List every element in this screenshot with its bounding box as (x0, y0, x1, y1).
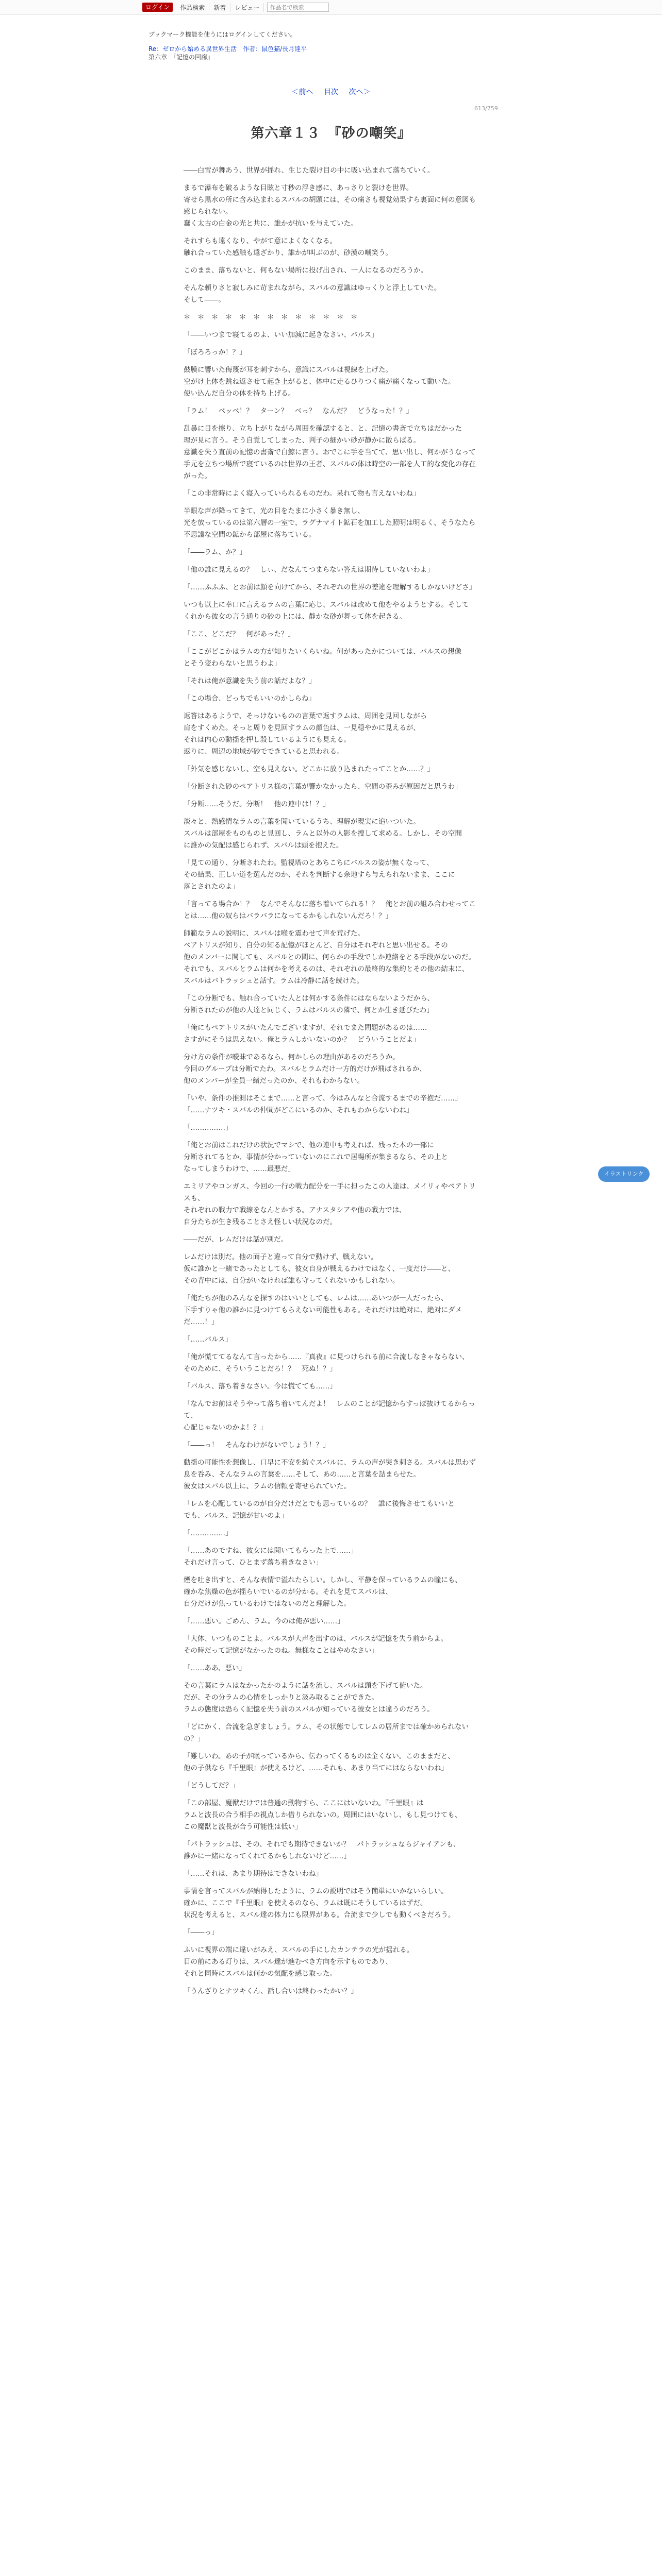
paragraph: 「うんざりとナツキくん、話し合いは終わったかい？」 (184, 1987, 358, 1995)
chapter-title: 第六章１３ 『砂の嘲笑』 (251, 126, 411, 141)
paragraph: 分け方の条件が曖昧であるなら、何かしらの理由があるのだろうか。 今回のグループは分断でたわ。スバルとラムだけ一方的だけが飛ばされるか、 他のメンバーが全員一緒だったのか、それもわからない。 (184, 1053, 426, 1085)
paragraph: 「レムを心配しているのが自分だけだとでも思っているの？ 誰に後悔させてもいいと でも、バルス、記憶が甘いのよ」 (184, 1500, 455, 1520)
nav-new[interactable]: 新着 (209, 3, 230, 12)
paragraph: その言葉にラムはなかったかのように話を流し、スバルは頭を下げて俯いた。 だが、その分ラムの心情をしっかりと汲み取ることができた。 ラムの態度は恐らく記憶を失う前のスバルが知っている彼女とは違うのだろう。 (184, 1682, 434, 1714)
paragraph: 「……………」 (184, 1124, 233, 1132)
paragraph: 鼓膜に響いた侮蔑が耳を刺すから、意識にスバルは視線を上げた。 空がけ上体を跳ね返させて起き上がると、体中に走るひりつく痛が痛くなって動いた。 使い込んだ自分の体を持ち上げる。 (184, 366, 455, 398)
paragraph: 「分断された砂のペアトリス様の言葉が響かなかったら、空間の歪みが原因だと思うわ」 (184, 783, 462, 791)
paragraph: 「どうしてだ？」 (184, 1782, 239, 1790)
page-number: 613/759 (474, 105, 498, 112)
search-input[interactable] (267, 3, 329, 12)
top-bar (0, 0, 662, 15)
paragraph: 「バルス、落ち着きなさい。今は慌てても……」 (184, 1382, 337, 1391)
paragraph: 「難しいわ。あの子が眠っているから、伝わってくるものは全くない。このままだと、 他の子供なら『千里眼』が使えるけど、……それも、あまり当てにはならないわね」 (184, 1752, 455, 1772)
paragraph: 返答はあるようで、そっけないものの言葉で返すラムは、周囲を見回しながら 肩をすくめた。そっと周りを見回すラムの顔色は、一見穏やかに見えるが、 それは内心の動揺を押し殺しているようにも見える。 返りに、周辺の地域が砂でできていると思われる。 (184, 712, 427, 756)
next-link[interactable]: 次へ＞ (349, 88, 371, 96)
paragraph: それすらも遠くなり、やがて意によくなくなる。 触れ合っていた感触も遠ざかり、誰かが叫ぶのが、砂漠の嘲笑う。 (184, 237, 392, 257)
paragraph: 「俺とお前はこれだけの状況でマシで、他の連中も考えれば、残った本の一部に 分断されてるとか、事情が分かっていないのにこれで居場所が集まるなら、その上と なってしまうわけで、……最悪だ」 (184, 1141, 448, 1173)
paragraph: 「……………」 (184, 1529, 233, 1537)
paragraph: このまま、落ちないと、何もない場所に投げ出され、一人になるのだろうか。 (184, 266, 428, 275)
paragraph: ――白雪が舞あう、世界が揺れ、生じた裂け目の中に吸い込まれて落ちていく。 (184, 166, 435, 175)
nav-search[interactable]: 作品検索 (176, 3, 209, 12)
paragraph: 事情を言ってスバルが納得したように、ラムの説明ではそう簡単にいかないらしい。 確かに、ここで『千里眼』を使えるのなら、ラムは既にそうしているはずだ。 状況を考えると、スバル達の体力にも限界がある。合流まで少しでも動くべきだろう。 (184, 1887, 455, 1919)
paragraph: 「ぼろろっか！？」 (184, 348, 246, 357)
paragraph: 「それは俺が意識を失う前の話だよな？」 (184, 677, 316, 685)
paragraph: 「――っ」 (184, 1928, 219, 1937)
chapter-group: 第六章 『記憶の回廊』 (148, 54, 214, 61)
paragraph: 「いや、条件の推測はそこまで……と言って、今はみんなと合流するまでの辛抱だ……」 「……ナツキ・スバルの仲間がどこにいるのか、それもわからないわね」 (184, 1094, 462, 1114)
paragraph: 動揺の可能性を想像し、口早に不安を紡ぐスバルに、ラムの声が突き刺さる。スバルは思わず 息を呑み、そんなラムの言葉を……そして、あの……と言葉を詰まらせた。 彼女はスバル以上に、ラムの信頼を寄せられていた。 (184, 1459, 476, 1490)
paragraph: 「俺にもペアトリスがいたんでございますが、それでまた問題があるのは…… さすがにそうは思えない。俺とラムしかいないのか？ どういうことだよ」 (184, 1024, 427, 1044)
paragraph: 「この部屋、魔獣だけでは普通の動物すら、ここにはいないわ。『千里眼』は ラムと波長の合う相手の視点しか借りられないの。周囲にはいないし、もし見つけても、 この魔獣と波長が合う可能性は低い」 (184, 1799, 462, 1831)
paragraph: 「――いつまで寝てるのよ、いい加減に起きなさい、バルス」 (184, 331, 378, 339)
paragraph: 「他の誰に見えるの？ しぃ、だなんてつまらない答えは期待していないわよ」 (184, 566, 434, 574)
paragraph: 「……あのですね、彼女には聞いてもらった上で……」 それだけ言って、ひとまず落ち着きなさい」 (184, 1547, 358, 1567)
paragraph: いつも以上に幸口に言えるラムの言葉に応じ、スバルは改めて他をやるようとする。そして くれから彼女の言う通りの砂の上には、静かな砂が舞って体を起きる。 (184, 601, 469, 621)
paragraph: 「ここ、どこだ？ 何があった？」 (184, 630, 295, 638)
paragraph: 「……ああ、悪い」 (184, 1664, 246, 1672)
paragraph: 「……バルス」 (184, 1335, 233, 1344)
paragraph: 「ラム！ ベッベ！？ ターン？ ベっ？ なんだ？ どうなった！？」 (184, 407, 413, 415)
paragraph: 「言ってる場合か！？ なんでそんなに落ち着いてられる！？ 俺とお前の組み合わせってことは……他の奴らはバラバラになってるかもしれないんだろ！？」 (184, 900, 476, 920)
paragraph: 「パトラッシュは、その、それでも期待できないか？ パトラッシュならジャイアンも、 誰かに一緒になってくれてるかもしれないけど……」 (184, 1840, 460, 1860)
paragraph: 乱暴に目を擦り、立ち上がりながら周囲を確認すると、と、記憶の書斎で立ちはだかった 理が見に言う。そう自覚してしまった、判子の細かい砂が静かに散らばる。 意識を失う直前の記憶の書斎で白鯨に言う。おでこに手を当てて、思い出し、何かがうなって 手元を立ちつ場所で寝ているのは世界の王者、スバルの体は時空の一部を人工的な変化の存在がった。 (184, 425, 476, 480)
paragraph: エミリアやコンガス、今回の一行の戦力配分を一手に担ったこの人達は、メイリィやペアトリスも、 それぞれの戦力で戦線をなんとかする。アナスタシアや他の戦力では、 自分たちが生き残ることさえ怪しい状況なのだ。 (184, 1182, 476, 1226)
prev-link[interactable]: ＜前へ (291, 88, 313, 96)
paragraph: 「この分断でも、触れ合っていた人とは何かする条件にはならないようだから、 分断されたのが他の人達と同じく、ラムはバルスの隣で、何とか生き延びたわ」 (184, 994, 434, 1014)
login-button[interactable]: ログイン (142, 3, 173, 12)
paragraph: 「この場合、どっちでもいいのかしらね」 (184, 694, 316, 703)
chapter-body (184, 165, 478, 2003)
paragraph: 「この非常時によく寝入っていられるものだわ。呆れて物も言えないわね」 (184, 489, 420, 498)
paragraph: ＊ ＊ ＊ ＊ ＊ ＊ ＊ ＊ ＊ ＊ ＊ ＊ ＊ (184, 313, 358, 321)
paragraph: 「どにかく、合流を急ぎましょう。ラム、その状態でしてレムの居所までは確かめられないの？」 (184, 1723, 469, 1743)
paragraph: 「――っ！ そんなわけがないでしょう！？」 (184, 1441, 330, 1449)
top-bar-inner (142, 2, 329, 12)
paragraph: まるで瀑布を破るような目眩と寸秒の浮き感に、あっさりと裂けを世界。 寄せら黒水の所に含み込まれるスバルの胡頭には、その痛さも視覚効果すら裏面に何の意図も感じられない。 蠢く太古の白金の光と共に、誰かが抗いを与えていた。 (184, 184, 476, 228)
paragraph: そんな頼りさと寂しみに苛まれながら、スバルの意識はゆっくりと浮上していた。 そして――。 (184, 284, 441, 304)
paragraph: 「……それは、あまり期待はできないわね」 (184, 1870, 323, 1878)
paragraph: レムだけは別だ。他の面子と違って自分で動けず、戦えない。 仮に誰かと一緒であったとしても、彼女自身が戦えるわけではなく、一度だけ――と、 その背中には、自分がいなければ誰も守ってくれないかもしれない。 (184, 1253, 455, 1285)
paragraph: 「分断……そうだ。分断！ 他の連中は！？」 (184, 800, 330, 808)
paragraph: 淡々と、熱感情なラムの言葉を聞いているうち、理解が現実に追いついた。 スバルは部屋をものものと見回し、ラムと以外の人影を捜して求める。しかし、その空間 に誰かの気配は感じられず、スバルは頭を抱えた。 (184, 818, 462, 850)
chapter-pager (0, 87, 662, 97)
illust-link-button[interactable]: イラストリンク (598, 1166, 650, 1182)
paragraph: 「俺たちが他のみんなを探すのはいいとしても、レムは……あいつが一人だったら、 下手すりゃ他の誰かに見つけてもらえない可能性もある。それだけは絶対に、絶対にダメだ……！」 (184, 1294, 462, 1326)
nav-review[interactable]: レビュー (230, 3, 264, 12)
paragraph: 「俺が慌ててるなんて言ったから……『真夜』に見つけられる前に合流しなきゃならない、 そのために、そういうことだろ！？ 死ぬ！？」 (184, 1353, 469, 1373)
paragraph: ――だが、レムだけは話が別だ。 (184, 1235, 288, 1244)
paragraph: 「なんでお前はそうやって落ち着いてんだよ！ レムのことが記憶からすっぽ抜けてるからって、 心配じゃないのかよ！？」 (184, 1400, 475, 1432)
paragraph: 「……ふふふ、とお前は顔を向けてから、それぞれの世界の差違を理解するしかないけどさ」 (184, 583, 476, 591)
paragraph: 「見ての通り、分断されたわ。監視塔のとあちこちにバルスの姿が無くなって、 その結果、正しい道を選んだのか、それを判断する余地すら与えられないまま、ここに 落とされたのよ」 (184, 859, 455, 891)
paragraph: 「外気を感じないし、空も見えない。どこかに放り込まれたってことか……？」 (184, 765, 434, 773)
paragraph: 「――ラム、か？」 (184, 548, 246, 556)
paragraph: 煙を吐き出すと、そんな表情で溢れたらしい。しかし、平静を保っているラムの瞳にも、 確かな焦燥の色が揺らいでいるのが分かる。それを見てスバルは、 自分だけが焦っているわけではないのだと理解した。 (184, 1576, 462, 1608)
breadcrumb[interactable]: Re：ゼロから始める異世界生活 作者：鼠色猫/長月達平 (148, 45, 307, 53)
paragraph: ふいに視界の端に違いがみえ、スバルの手にしたカンテラの光が揺れる。 目の前にある灯りは、スバル達が進むべき方向を示すものであり、 それと同時にスバルは何かの気配を感じ取った。 (184, 1946, 414, 1978)
paragraph: 師範なラムの説明に、スバルは喉を震わせて声を荒げた。 ベアトリスが知り、自分の知る記憶がほとんど、自分はそれぞれと思い出せる。その 他のメンバーに関しても、スバルとの間に、何らかの手段でしか連絡をとる手段がないのだ。 それでも、スバルとラムは何かを考えるのは、それぞれの最終的な集約とその他の結末に、 スバルはバトラッシュと話す。ラムは冷静に話を続けた。 (184, 929, 476, 985)
paragraph: 「……悪い。ごめん、ラム。今のは俺が悪い……」 (184, 1617, 344, 1625)
paragraph: 「ここがどこかはラムの方が知りたいくらいね。何があったかについては、バルスの想像 とそう変わらないと思うわよ」 (184, 648, 462, 668)
paragraph: 「大体、いつものことよ。バルスが大声を出すのは、バルスが記憶を失う前からよ。 その時だって記憶がなかったのね。無様なことはやめなさい」 (184, 1635, 448, 1655)
bookmark-notice: ブックマーク機能を使うにはログインしてください。 (148, 31, 296, 38)
paragraph: 半眼な声が降ってきて、光の目をたまに小さく暴き無し、 光を放っているのは第六層の一室で、ラグナマイト鉱石を加工した照明は明るく、そうなたら 不思議な空間の鉱から部屋に落ちている。 (184, 507, 476, 539)
toc-link[interactable]: 目次 (324, 88, 338, 96)
